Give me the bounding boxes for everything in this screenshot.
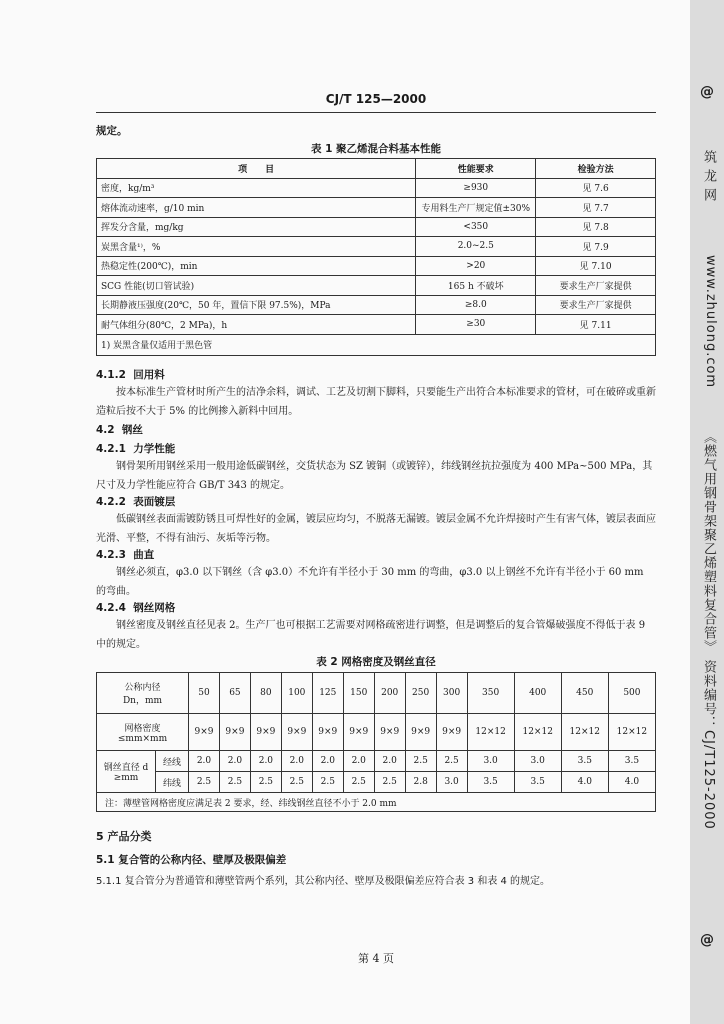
table-cell: 9×9 (436, 714, 467, 751)
table-cell: 2.0 (281, 751, 312, 772)
dia-label: 钢丝直径 d (103, 763, 149, 773)
table-cell: 2.0 (343, 751, 374, 772)
dn-unit: Dn，mm (122, 696, 163, 706)
table-cell: 2.0 (374, 751, 405, 772)
table-cell: 9×9 (219, 714, 250, 751)
table2-grid-row (97, 714, 656, 751)
table-cell: 300 (436, 673, 467, 714)
table-cell: 耐气体组分(80℃，2 MPa)，h (97, 315, 416, 335)
table1-header-cell: 项 目 (97, 159, 416, 179)
section-title: 力学性能 (133, 443, 176, 455)
table-cell: 3.5 (608, 751, 655, 772)
table-cell: 2.0~2.5 (416, 237, 536, 257)
table-cell: 2.5 (219, 772, 250, 793)
table-cell: 500 (608, 673, 655, 714)
table-cell: 9×9 (312, 714, 343, 751)
site-url: www.zhulong.com (703, 255, 718, 389)
section-title: 回用料 (133, 369, 165, 381)
table1-header-row (97, 159, 656, 179)
table-cell: 4.0 (608, 772, 655, 793)
section-title: 表面镀层 (133, 496, 176, 508)
table-cell: 3.0 (514, 751, 561, 772)
table-cell: 9×9 (405, 714, 436, 751)
weft-label: 纬线 (156, 772, 189, 793)
table-cell: 9×9 (250, 714, 281, 751)
table-cell: 9×9 (189, 714, 220, 751)
table-cell: ≥8.0 (416, 295, 536, 315)
section-4-2 (96, 422, 143, 437)
table-cell: 要求生产厂家提供 (536, 276, 656, 296)
table1 (96, 158, 656, 356)
table-cell: 见 7.11 (536, 315, 656, 335)
table2-note: 注：薄壁管网格密度应满足表 2 要求，经、纬线钢丝直径不小于 2.0 mm (97, 793, 656, 812)
section-5-heading: 5 产品分类 (96, 830, 152, 843)
table-cell: SCG 性能(切口管试验) (97, 276, 416, 296)
section-number: 4.2.3 (96, 549, 126, 561)
table-cell: 9×9 (281, 714, 312, 751)
table-cell: 密度，kg/m³ (97, 178, 416, 198)
section-number: 4.2.2 (96, 496, 126, 508)
table-cell: 250 (405, 673, 436, 714)
table-cell: 12×12 (467, 714, 514, 751)
table-cell: 2.5 (281, 772, 312, 793)
table2 (96, 672, 656, 812)
table-cell: 2.5 (189, 772, 220, 793)
doc-code: 资料编号：CJ/T125-2000 (701, 660, 716, 830)
table-cell: 要求生产厂家提供 (536, 295, 656, 315)
page-number: 第 4 页 (358, 952, 394, 965)
section-number: 4.1.2 (96, 369, 126, 381)
table-cell: 2.0 (250, 751, 281, 772)
standard-header: CJ/T 125—2000 (325, 92, 427, 106)
table-cell: 2.0 (312, 751, 343, 772)
table-cell: 3.5 (514, 772, 561, 793)
table-cell: <350 (416, 217, 536, 237)
section-title: 钢丝 (121, 424, 143, 436)
table2-note-row (97, 793, 656, 812)
table-cell: 4.0 (561, 772, 608, 793)
table-row (97, 217, 656, 237)
section-4-2-2 (96, 494, 175, 509)
section-4-2-1 (96, 441, 175, 456)
table-row (97, 237, 656, 257)
dn-label: 公称内径 (124, 683, 161, 693)
table-cell: 80 (250, 673, 281, 714)
table-row (97, 198, 656, 218)
grid-label: 网格密度 (124, 723, 161, 734)
table-cell: 挥发分含量，mg/kg (97, 217, 416, 237)
intro-text: 规定。 (96, 125, 128, 137)
table-cell: 熔体流动速率，g/10 min (97, 198, 416, 218)
table-cell: 2.5 (436, 751, 467, 772)
table-cell: 165 h 不破坏 (416, 276, 536, 296)
table-cell: 3.0 (467, 751, 514, 772)
section-title: 曲直 (133, 549, 155, 561)
table-cell: ≥930 (416, 178, 536, 198)
table-cell: 12×12 (514, 714, 561, 751)
table-cell: 2.5 (374, 772, 405, 793)
table-row (97, 315, 656, 335)
table-cell: 150 (343, 673, 374, 714)
doc-title: 《燃气用钢骨架聚乙烯塑料复合管》 (701, 430, 716, 654)
table-cell: 3.5 (561, 751, 608, 772)
table-cell: 长期静液压强度(20℃，50 年，置信下限 97.5%)，MPa (97, 295, 416, 315)
table1-caption: 表 1 聚乙烯混合料基本性能 (310, 143, 442, 155)
section-number: 4.2 (96, 424, 115, 436)
table-cell: 2.8 (405, 772, 436, 793)
table-cell: 见 7.7 (536, 198, 656, 218)
table-cell: 50 (189, 673, 220, 714)
table-cell: 见 7.8 (536, 217, 656, 237)
table-cell: 专用料生产厂规定值±30% (416, 198, 536, 218)
paragraph-4-2-4: 钢丝密度及钢丝直径见表 2。生产厂也可根据工艺需要对网格疏密进行调整，但是调整后的复合管爆破强度不得低于表 9 中的规定。 (96, 620, 646, 650)
table-cell: 见 7.10 (536, 256, 656, 276)
header-rule (96, 112, 656, 113)
dn-label-cell (97, 673, 189, 714)
table-cell: 200 (374, 673, 405, 714)
table1-header-cell: 性能要求 (416, 159, 536, 179)
table-row (97, 178, 656, 198)
warp-label: 经线 (156, 751, 189, 772)
table-cell: 2.0 (189, 751, 220, 772)
section-5-1-heading: 5.1 复合管的公称内径、壁厚及极限偏差 (96, 854, 287, 866)
table-cell: 热稳定性(200℃)，min (97, 256, 416, 276)
dia-unit: ≥mm (113, 773, 139, 783)
section-4-2-3 (96, 547, 154, 562)
table2-dn-row (97, 673, 656, 714)
table2-weft-row (97, 772, 656, 793)
table-cell: 9×9 (374, 714, 405, 751)
table-cell: 2.5 (343, 772, 374, 793)
section-4-1-2 (96, 367, 165, 382)
table-cell: 2.5 (250, 772, 281, 793)
table-cell: 2.5 (312, 772, 343, 793)
table-cell: 9×9 (343, 714, 374, 751)
table-cell: 125 (312, 673, 343, 714)
watermark-sidebar (690, 0, 724, 1024)
table-cell: 3.5 (467, 772, 514, 793)
table1-header-cell: 检验方法 (536, 159, 656, 179)
section-5-1-1: 5.1.1 复合管分为普通管和薄壁管两个系列，其公称内径、壁厚及极限偏差应符合表 3 和表 4 的规定。 (96, 876, 551, 887)
table-row (97, 256, 656, 276)
table-cell: 450 (561, 673, 608, 714)
table-cell: 2.0 (219, 751, 250, 772)
table2-caption: 表 2 网格密度及钢丝直径 (316, 656, 436, 668)
table-cell: 12×12 (561, 714, 608, 751)
section-number: 4.2.4 (96, 602, 126, 614)
table-row (97, 295, 656, 315)
site-name: 筑 龙 网 (701, 150, 716, 203)
paragraph-4-2-3: 钢丝必须直，φ3.0 以下钢丝（含 φ3.0）不允许有半径小于 30 mm 的弯曲，φ3.0 以上钢丝不允许有半径小于 60 mm 的弯曲。 (96, 567, 644, 597)
section-title: 钢丝网格 (133, 602, 176, 614)
table-cell: 2.5 (405, 751, 436, 772)
paragraph-4-2-2: 低碳钢丝表面需镀防锈且可焊性好的金属，镀层应均匀，不脱落无漏镀。镀层金属不允许焊接时产生有害气体，镀层表面应光滑、平整，不得有油污、灰垢等污物。 (96, 514, 656, 544)
paragraph-4-2-1: 钢骨架所用钢丝采用一般用途低碳钢丝，交货状态为 SZ 镀铜（或镀锌），纬线钢丝抗拉强度为 400 MPa~500 MPa，其尺寸及力学性能应符合 GB/T 343 的规定。 (96, 461, 653, 491)
dia-label-cell (97, 751, 156, 793)
table-cell: 炭黑含量¹⁾，% (97, 237, 416, 257)
paragraph-4-1-2: 按本标准生产管材时所产生的洁净余料，调试、工艺及切割下脚料，只要能生产出符合本标准要求的管材，可在破碎或重新造粒后按不大于 5% 的比例掺入新料中回用。 (96, 387, 656, 417)
at-icon: @ (700, 84, 714, 100)
grid-label-cell (97, 714, 189, 751)
table-row (97, 276, 656, 296)
table1-note: 1) 炭黑含量仅适用于黑色管 (97, 334, 656, 355)
table-cell: 400 (514, 673, 561, 714)
table2-warp-row (97, 751, 656, 772)
section-4-2-4 (96, 600, 175, 615)
table-cell: ≥30 (416, 315, 536, 335)
table-cell: 见 7.9 (536, 237, 656, 257)
table-cell: 65 (219, 673, 250, 714)
grid-unit: ≤mm×mm (117, 733, 168, 744)
at-icon: @ (700, 932, 714, 948)
table-cell: >20 (416, 256, 536, 276)
table-cell: 350 (467, 673, 514, 714)
table-cell: 100 (281, 673, 312, 714)
table-cell: 12×12 (608, 714, 655, 751)
table-cell: 3.0 (436, 772, 467, 793)
table-cell: 见 7.6 (536, 178, 656, 198)
table1-note-row (97, 334, 656, 355)
section-number: 4.2.1 (96, 443, 126, 455)
